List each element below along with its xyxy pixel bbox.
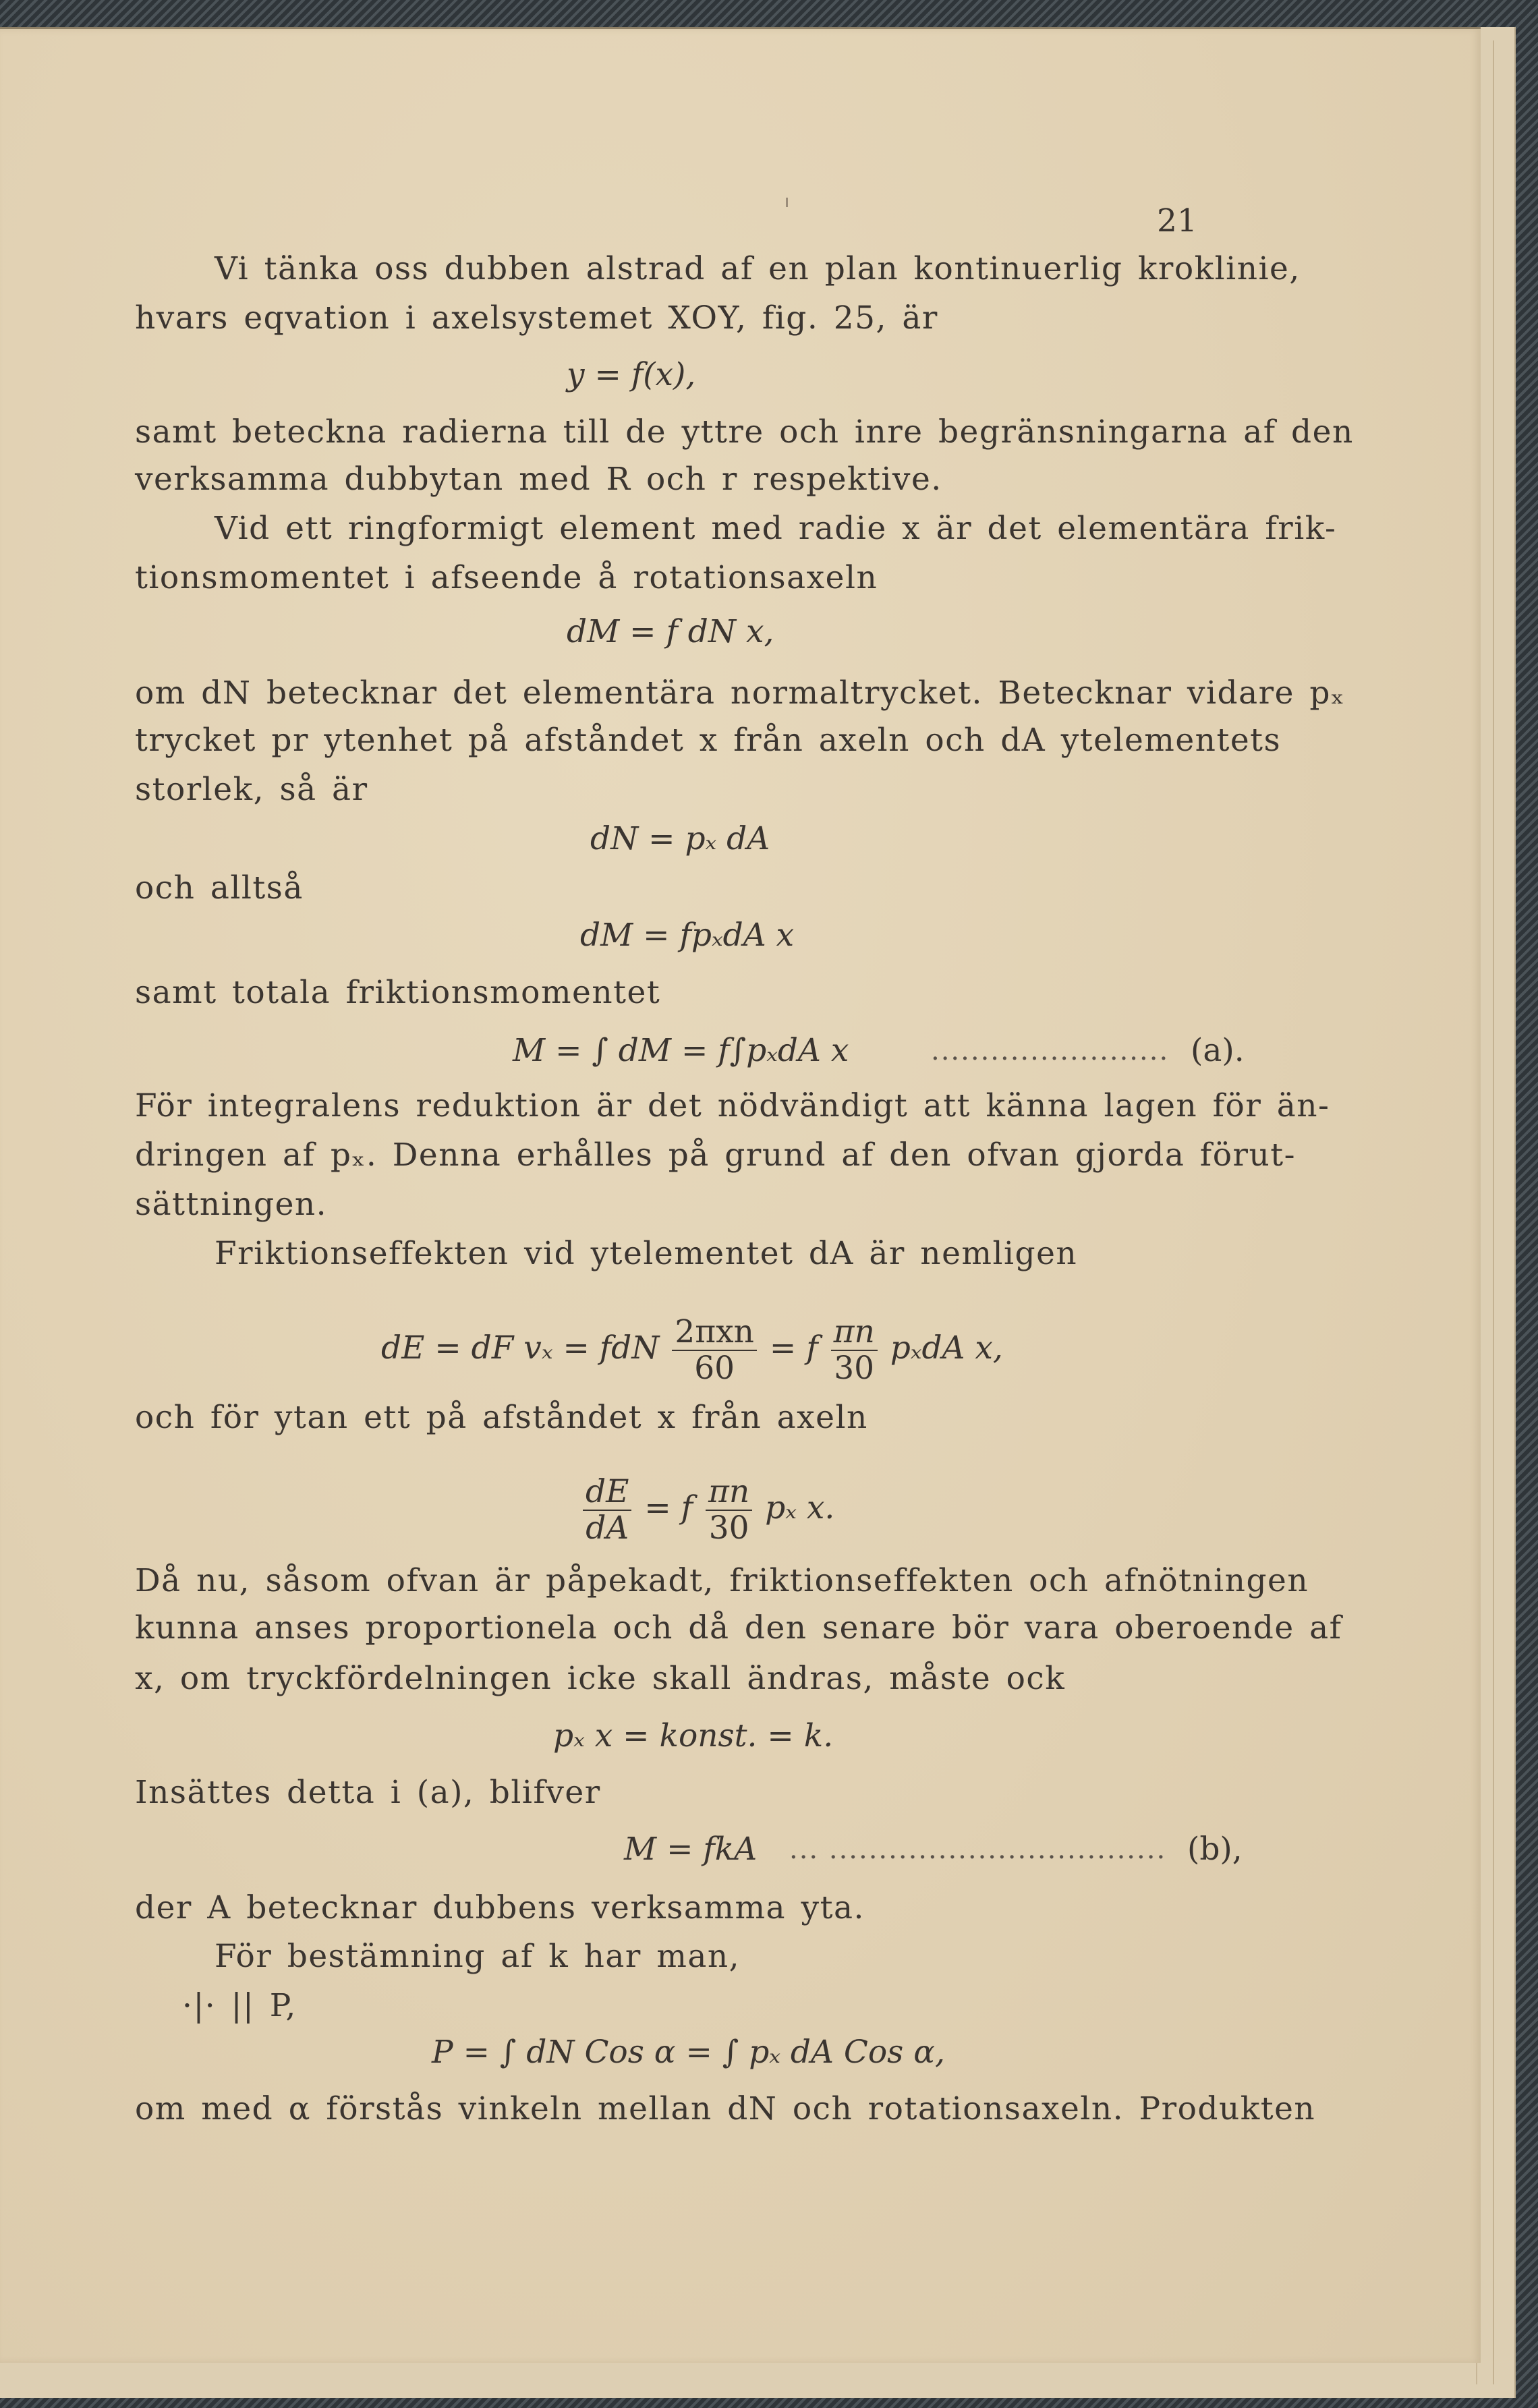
text-line: verksamma dubbytan med R och r respektive. [135, 461, 942, 498]
equation-part: pₓdA x, [890, 1329, 1003, 1367]
text-line: Då nu, såsom ofvan är påpekadt, friktionseffekten och afnötningen [135, 1562, 1309, 1599]
text-line: x, om tryckfördelningen icke skall ändras, måste ock [135, 1660, 1066, 1697]
equation-y-fx: y = f(x), [567, 356, 696, 393]
page-edge-line [1493, 40, 1494, 2384]
fraction-denominator: 30 [708, 1510, 749, 1547]
equation-dM: dM = f dN x, [567, 613, 774, 650]
text-line: Insättes detta i (a), blifver [135, 1774, 601, 1811]
fraction-numerator: dE [583, 1474, 631, 1511]
fraction-denominator: dA [586, 1510, 629, 1547]
fraction-denominator: 60 [694, 1350, 735, 1387]
text-line: samt totala friktionsmomentet [135, 974, 661, 1011]
text-line: om dN betecknar det elementära normaltrycket. Betecknar vidare pₓ [135, 675, 1346, 712]
fraction-numerator: πn [706, 1474, 752, 1511]
fraction [831, 1315, 878, 1386]
book-page [0, 27, 1481, 2363]
equation-konst: pₓ x = konst. = k. [553, 1717, 834, 1754]
text-line: trycket pr ytenhet på afståndet x från axeln och dA ytelementets [135, 722, 1282, 759]
text-line: der A betecknar dubbens verksamma yta. [135, 1889, 865, 1926]
page-number: 21 [1157, 202, 1197, 239]
equation-label-b: (b), [1187, 1831, 1243, 1868]
text-line: Vid ett ringformigt element med radie x är det elementära frik- [215, 510, 1337, 547]
equation-dM-p: dM = fpₓdA x [580, 917, 795, 954]
text-line: Vi tänka oss dubben alstrad af en plan kontinuerlig kroklinie, [215, 250, 1301, 287]
equation-P: P = ∫ dN Cos α = ∫ pₓ dA Cos α, [432, 2034, 945, 2071]
text-line: tionsmomentet i afseende å rotationsaxeln [135, 559, 878, 596]
fraction [706, 1474, 752, 1546]
text-line: samt beteckna radierna till de yttre och inre begränsningarna af den [135, 413, 1354, 451]
equation-part: = f [769, 1329, 818, 1367]
equation-part: pₓ x. [765, 1489, 835, 1526]
text-line: och för ytan ett på afståndet x från axeln [135, 1399, 868, 1436]
text-line: sättningen. [135, 1186, 328, 1223]
equation-M-b: M = fkA [624, 1831, 758, 1868]
text-line: dringen af pₓ. Denna erhålles på grund af den ofvan gjorda förut- [135, 1137, 1296, 1174]
equation-dE [381, 1315, 1003, 1386]
text-line: Friktionseffekten vid ytelementet dA är nemligen [215, 1235, 1078, 1272]
text-line-parallel-symbol: ·|· || P, [182, 1987, 297, 2024]
fraction-numerator: πn [831, 1315, 878, 1351]
text-line: kunna anses proportionela och då den senare bör vara oberoende af [135, 1609, 1342, 1646]
text-line: hvars eqvation i axelsystemet XOY, fig. 25, är [135, 299, 938, 337]
text-line: För integralens reduktion är det nödvändigt att känna lagen för än- [135, 1087, 1330, 1124]
text-line: och alltså [135, 869, 304, 907]
fraction-denominator: 30 [834, 1350, 875, 1387]
leader-dots: ... .................................. [789, 1834, 1167, 1865]
equation-part: = f [644, 1489, 693, 1526]
text-line: om med α förstås vinkeln mellan dN och rotationsaxeln. Produkten [135, 2090, 1316, 2127]
text-line: För bestämning af k har man, [215, 1938, 741, 1975]
fraction [672, 1315, 757, 1386]
paper-speck [786, 198, 788, 207]
equation-dN: dN = pₓ dA [590, 820, 770, 857]
fraction-numerator: 2πxn [672, 1315, 757, 1351]
equation-M-a: M = ∫ dM = f∫pₓdA x [513, 1032, 849, 1069]
equation-part: dE = dF vₓ = fdN [381, 1329, 660, 1367]
equation-label-a: (a). [1191, 1032, 1245, 1069]
fraction [583, 1474, 631, 1546]
leader-dots: ........................ [931, 1035, 1170, 1066]
text-line: storlek, så är [135, 771, 368, 808]
equation-dE-dA [580, 1474, 834, 1546]
